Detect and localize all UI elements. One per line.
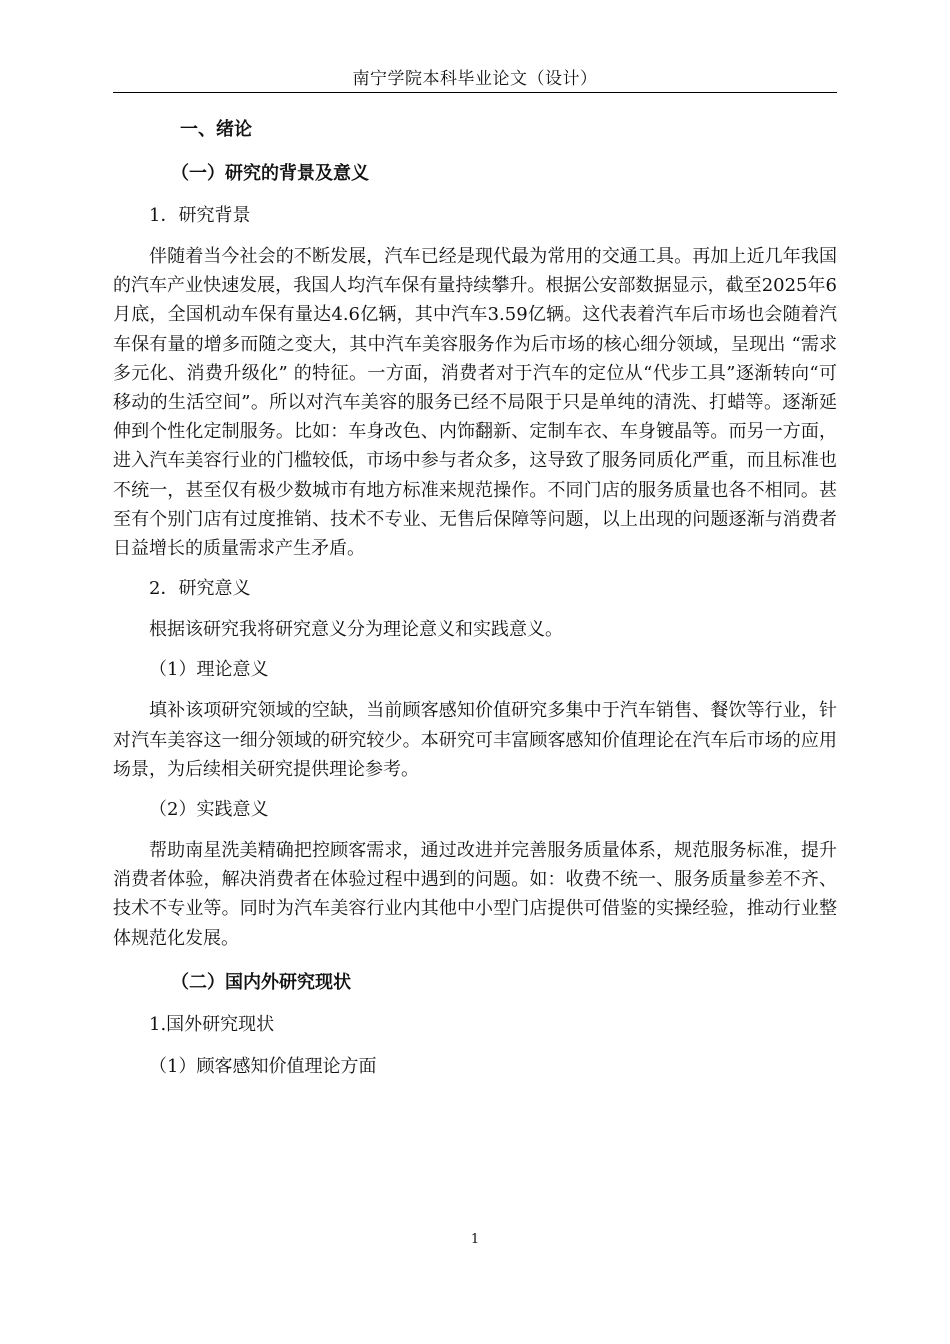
significance-intro-paragraph: 根据该研究我将研究意义分为理论意义和实践意义。 xyxy=(149,619,563,641)
subsection-heading-background: 1．研究背景 xyxy=(149,205,251,226)
running-header: 南宁学院本科毕业论文（设计） xyxy=(352,69,598,89)
foreign-status-sub-heading: （1）顾客感知价值理论方面 xyxy=(149,1055,377,1077)
page-number: 1 xyxy=(470,1232,480,1247)
section-heading-background: （一）研究的背景及意义 xyxy=(171,163,369,184)
subsection-heading-significance: 2．研究意义 xyxy=(149,578,251,600)
header-rule xyxy=(113,92,837,93)
theory-significance-paragraph: 填补该项研究领域的空缺，当前顾客感知价值研究多集中于汽车销售、餐饮等行业，针对汽车美容这一细分领域的研究较少。本研究可丰富顾客感知价值理论在汽车后市场的应用场景，为后续相关研究提供理论参考。 xyxy=(113,700,837,780)
chapter-title: 一、绪论 xyxy=(180,119,252,140)
background-paragraph: 伴随着当今社会的不断发展，汽车已经是现代最为常用的交通工具。再加上近几年我国的汽车产业快速发展，我国人均汽车保有量持续攀升。根据公安部数据显示，截至2025年6月底，全国机动车保有量达4.6亿辆，其中汽车3.59亿辆。这代表着汽车后市场也会随着汽车保有量的增多而随之变大，其中汽车美容服务作为后市场的核心细分领域，呈现出 “需求多元化、消费升级化” 的特征。一方面，消费者对于汽车的定位从“代步工具”逐渐转向“可移动的生活空间”。所以对汽车美容的服务已经不局限于只是单纯的清洗、打蜡等。逐渐延伸到个性化定制服务。比如：车身改色、内饰翻新、定制车衣、车身镀晶等。而另一方面，进入汽车美容行业的门槛较低，市场中参与者众多，这导致了服务同质化严重，而且标准也不统一，甚至仅有极少数城市有地方标准来规范操作。不同门店的服务质量也各不相同。甚至有个别门店有过度推销、技术不专业、无售后保障等问题，以上出现的问题逐渐与消费者日益增长的质量需求产生矛盾。 xyxy=(113,246,837,560)
body-content xyxy=(113,114,837,1083)
subsection-heading-foreign-status: 1.国外研究现状 xyxy=(149,1013,275,1035)
theory-significance-heading: （1）理论意义 xyxy=(149,659,269,681)
section-heading-research-status: （二）国内外研究现状 xyxy=(171,971,351,993)
practice-significance-paragraph: 帮助南星洗美精确把控顾客需求，通过改进并完善服务质量体系，规范服务标准，提升消费者体验，解决消费者在体验过程中遇到的问题。如：收费不统一、服务质量参差不齐、技术不专业等。同时为汽车美容行业内其他中小型门店提供可借鉴的实操经验，推动行业整体规范化发展。 xyxy=(113,840,837,949)
practice-significance-heading: （2）实践意义 xyxy=(149,799,269,821)
